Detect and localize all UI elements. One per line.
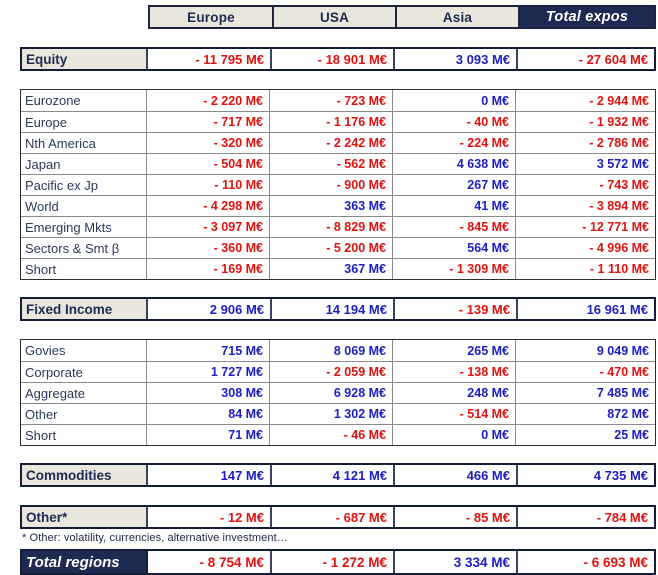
value-cell: - 1 272 M€ <box>270 551 393 573</box>
row-label: Sectors & Smt β <box>21 238 147 258</box>
value-cell: 3 334 M€ <box>393 551 516 573</box>
section-row-fixed-income <box>20 297 656 321</box>
value-cell: - 4 298 M€ <box>147 196 269 216</box>
value-cell: 0 M€ <box>392 425 515 445</box>
value-cell: - 169 M€ <box>147 259 269 279</box>
section-label: Total regions <box>22 551 148 573</box>
value-cell: 715 M€ <box>147 340 269 361</box>
value-cell: 4 735 M€ <box>516 465 654 485</box>
table-row-short <box>21 424 655 445</box>
value-cell: 2 906 M€ <box>148 299 270 319</box>
value-cell: 466 M€ <box>393 465 516 485</box>
table-row-nth-america <box>21 132 655 153</box>
row-label: Other <box>21 404 147 424</box>
table-row-japan <box>21 153 655 174</box>
row-label: Europe <box>21 112 147 132</box>
section-row-total-regions <box>20 549 656 575</box>
value-cell: 564 M€ <box>392 238 515 258</box>
value-cell: - 11 795 M€ <box>148 49 270 69</box>
value-cell: - 18 901 M€ <box>270 49 393 69</box>
value-cell: 4 121 M€ <box>270 465 393 485</box>
value-cell: 267 M€ <box>392 175 515 195</box>
value-cell: 7 485 M€ <box>515 383 655 403</box>
section-row-commodities <box>20 463 656 487</box>
value-cell: 14 194 M€ <box>270 299 393 319</box>
value-cell: - 224 M€ <box>392 133 515 153</box>
row-label: Short <box>21 425 147 445</box>
value-cell: - 2 786 M€ <box>515 133 655 153</box>
table-row-govies <box>21 340 655 361</box>
value-cell: 8 069 M€ <box>269 340 392 361</box>
value-cell: - 139 M€ <box>393 299 516 319</box>
row-label: Pacific ex Jp <box>21 175 147 195</box>
value-cell: - 1 110 M€ <box>515 259 655 279</box>
value-cell: - 85 M€ <box>393 507 516 527</box>
value-cell: 25 M€ <box>515 425 655 445</box>
value-cell: - 743 M€ <box>515 175 655 195</box>
table-row-sectors-smt <box>21 237 655 258</box>
section-row-other <box>20 505 656 529</box>
value-cell: 4 638 M€ <box>392 154 515 174</box>
value-cell: - 40 M€ <box>392 112 515 132</box>
column-header-usa: USA <box>272 7 395 27</box>
table-row-pacific-ex-jp <box>21 174 655 195</box>
value-cell: 308 M€ <box>147 383 269 403</box>
row-label: World <box>21 196 147 216</box>
value-cell: 0 M€ <box>392 90 515 111</box>
value-cell: - 8 829 M€ <box>269 217 392 237</box>
value-cell: 6 928 M€ <box>269 383 392 403</box>
value-cell: - 110 M€ <box>147 175 269 195</box>
section-label: Commodities <box>22 465 148 485</box>
value-cell: 265 M€ <box>392 340 515 361</box>
value-cell: - 3 097 M€ <box>147 217 269 237</box>
row-label: Emerging Mkts <box>21 217 147 237</box>
table-row-world <box>21 195 655 216</box>
value-cell: - 138 M€ <box>392 362 515 382</box>
value-cell: 41 M€ <box>392 196 515 216</box>
value-cell: - 717 M€ <box>147 112 269 132</box>
table-row-europe <box>21 111 655 132</box>
column-header-europe: Europe <box>150 7 272 27</box>
column-header-total-expos: Total expos <box>518 7 654 27</box>
table-row-eurozone <box>21 90 655 111</box>
value-cell: 71 M€ <box>147 425 269 445</box>
value-cell: 147 M€ <box>148 465 270 485</box>
value-cell: - 6 693 M€ <box>516 551 654 573</box>
value-cell: - 504 M€ <box>147 154 269 174</box>
section-label: Other* <box>22 507 148 527</box>
value-cell: - 320 M€ <box>147 133 269 153</box>
detail-block <box>20 89 656 280</box>
column-header-asia: Asia <box>395 7 518 27</box>
footnote: * Other: volatility, currencies, alternative investment… <box>22 532 288 544</box>
value-cell: - 1 932 M€ <box>515 112 655 132</box>
value-cell: - 900 M€ <box>269 175 392 195</box>
value-cell: - 46 M€ <box>269 425 392 445</box>
value-cell: 84 M€ <box>147 404 269 424</box>
value-cell: 9 049 M€ <box>515 340 655 361</box>
value-cell: - 8 754 M€ <box>148 551 270 573</box>
table-row-other <box>21 403 655 424</box>
value-cell: - 514 M€ <box>392 404 515 424</box>
value-cell: 872 M€ <box>515 404 655 424</box>
row-label: Aggregate <box>21 383 147 403</box>
value-cell: 3 572 M€ <box>515 154 655 174</box>
value-cell: - 3 894 M€ <box>515 196 655 216</box>
value-cell: - 4 996 M€ <box>515 238 655 258</box>
value-cell: - 2 059 M€ <box>269 362 392 382</box>
table-row-aggregate <box>21 382 655 403</box>
value-cell: - 5 200 M€ <box>269 238 392 258</box>
value-cell: 367 M€ <box>269 259 392 279</box>
row-label: Corporate <box>21 362 147 382</box>
table-row-emerging-mkts <box>21 216 655 237</box>
row-label: Govies <box>21 340 147 361</box>
table-row-short <box>21 258 655 279</box>
value-cell: 1 727 M€ <box>147 362 269 382</box>
value-cell: - 1 309 M€ <box>392 259 515 279</box>
value-cell: - 2 242 M€ <box>269 133 392 153</box>
value-cell: 3 093 M€ <box>393 49 516 69</box>
value-cell: 363 M€ <box>269 196 392 216</box>
row-label: Short <box>21 259 147 279</box>
value-cell: 1 302 M€ <box>269 404 392 424</box>
value-cell: - 1 176 M€ <box>269 112 392 132</box>
value-cell: - 2 220 M€ <box>147 90 269 111</box>
row-label: Nth America <box>21 133 147 153</box>
value-cell: - 845 M€ <box>392 217 515 237</box>
section-row-equity <box>20 47 656 71</box>
value-cell: - 12 M€ <box>148 507 270 527</box>
row-label: Eurozone <box>21 90 147 111</box>
section-label: Equity <box>22 49 148 69</box>
value-cell: - 562 M€ <box>269 154 392 174</box>
table-body <box>20 47 658 575</box>
value-cell: - 723 M€ <box>269 90 392 111</box>
value-cell: - 687 M€ <box>270 507 393 527</box>
value-cell: - 360 M€ <box>147 238 269 258</box>
value-cell: - 2 944 M€ <box>515 90 655 111</box>
table-row-corporate <box>21 361 655 382</box>
value-cell: - 784 M€ <box>516 507 654 527</box>
value-cell: - 12 771 M€ <box>515 217 655 237</box>
detail-block <box>20 339 656 446</box>
value-cell: 16 961 M€ <box>516 299 654 319</box>
column-header-row <box>148 5 656 29</box>
value-cell: - 470 M€ <box>515 362 655 382</box>
section-label: Fixed Income <box>22 299 148 319</box>
row-label: Japan <box>21 154 147 174</box>
value-cell: - 27 604 M€ <box>516 49 654 69</box>
value-cell: 248 M€ <box>392 383 515 403</box>
